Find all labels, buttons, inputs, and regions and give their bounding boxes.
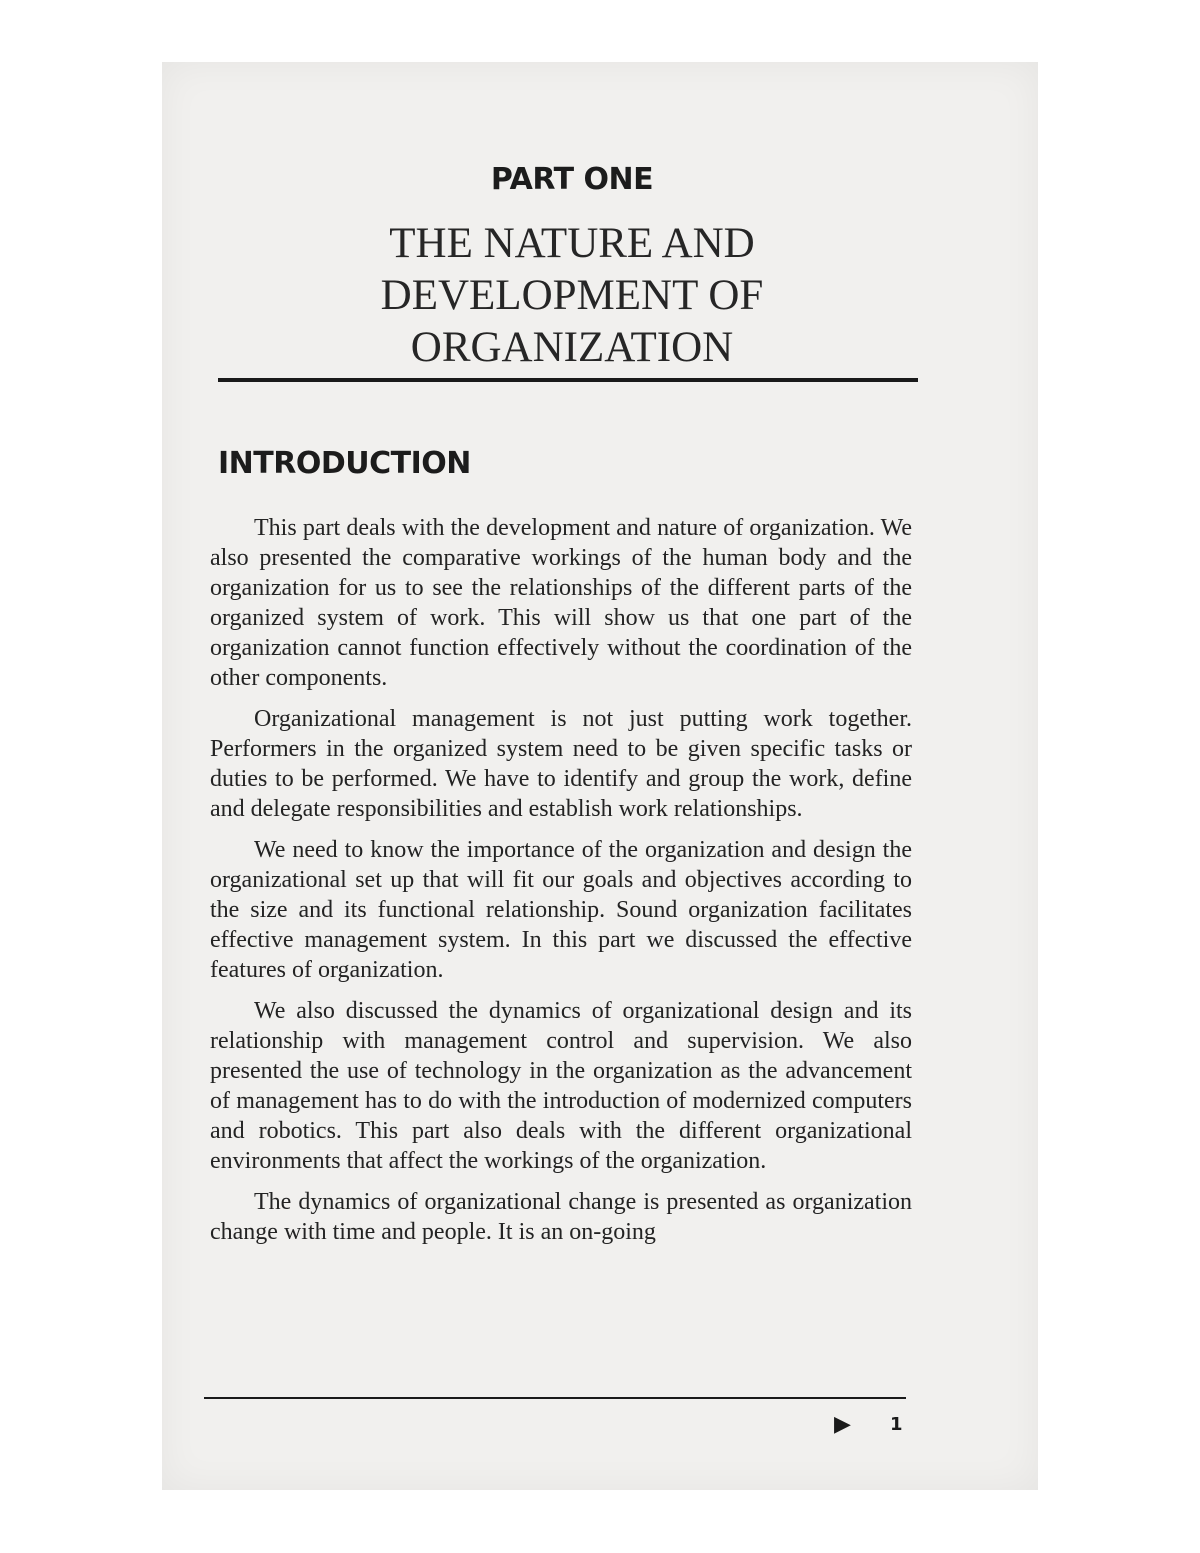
- page-number: 1: [890, 1414, 903, 1435]
- part-title: [162, 218, 982, 374]
- paragraph: We need to know the importance of the organization and design the organizational set up that will fit our goals and objectives according to the size and its functional relationship. Sound organization facilitates effective management system. In this part we discussed the effective features of organization.: [210, 837, 912, 983]
- body-text: [210, 513, 912, 1258]
- part-title-line: ORGANIZATION: [410, 324, 734, 371]
- paragraph: Organizational management is not just putting work together. Performers in the organized system need to be given specific tasks or duties to be performed. We have to identify and group the work, define and delegate responsibilities and establish work relationships.: [210, 706, 912, 822]
- title-divider: [218, 378, 918, 382]
- footer-divider: [204, 1397, 906, 1399]
- paragraph: We also discussed the dynamics of organizational design and its relationship with management control and supervision. We also presented the use of technology in the organization as the advancement of management has to do with the introduction of modernized computers and robotics. This part also deals with the different organizational environments that affect the workings of the organization.: [210, 998, 912, 1174]
- part-title-line: DEVELOPMENT OF: [380, 272, 764, 319]
- part-title-line: THE NATURE AND: [389, 220, 755, 267]
- section-heading: INTRODUCTION: [218, 446, 471, 481]
- paragraph: This part deals with the development and nature of organization. We also presented the comparative workings of the human body and the organization for us to see the relationships of the different parts of the organized system of work. This will show us that one part of the organization cannot function effectively without the coordination of the other components.: [210, 515, 912, 691]
- part-label: PART ONE: [490, 162, 654, 197]
- paragraph: The dynamics of organizational change is presented as organization change with time and people. It is an on-going: [210, 1189, 912, 1245]
- play-arrow-icon: ▶: [834, 1412, 851, 1437]
